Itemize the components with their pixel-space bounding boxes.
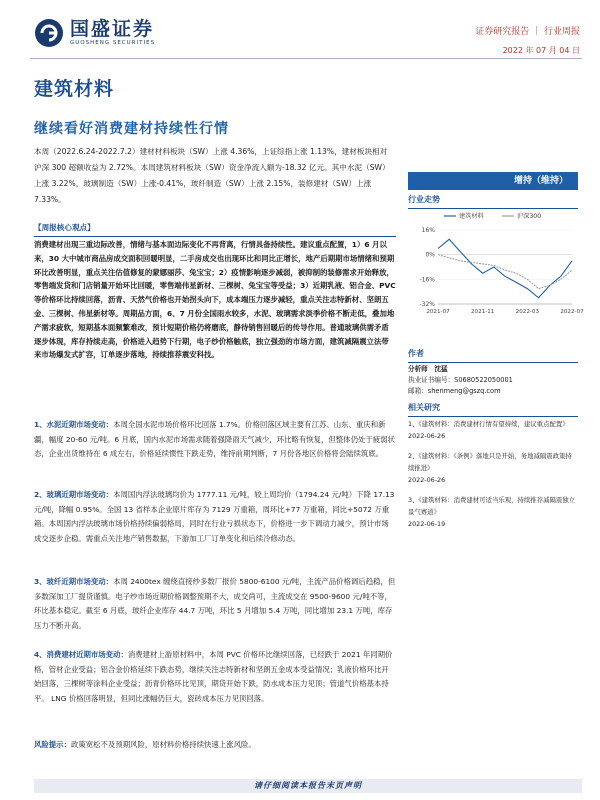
item-glass	[34, 488, 396, 546]
legend-label-1: 沪深300	[517, 213, 542, 220]
item-glass-heading: 2、玻璃近期市场变动：	[34, 490, 114, 499]
risk-warning	[34, 738, 396, 752]
item-consumer-materials-body: 消费建材上游原材料中，本周 PVC 价格环比继续回落，已经跌于 2021 年同期价格，管材企业受益；铝合金价格延续下跌态势，继续关注志特新材和坚朗五金成本受益情况；乳液价格环比开始回落，三棵树等涂料企业受益；沥青价格环比见顶，期货开始下跌，防水成本压力见顶；管道气价格基本持平。 LNG 价格回落明显，但同比涨幅仍巨大，瓷砖成本压力见顶回落。	[34, 650, 393, 703]
item-cement-body: 本周全国水泥市场价格环比回落 1.7%。价格回落区域主要有江苏、山东、重庆和新疆，幅度 20-60 元/吨。6 月底，国内水泥市场需求随着强降雨天气减少，环比略有恢复，但整体仍处于疲弱状态，企业出货维持在 6 成左右，价格延续惯性下跌走势，维持前期判断，7 月份各地区价格将会陆续筑底。	[34, 420, 395, 459]
related-item-date: 2022-06-19	[408, 520, 446, 528]
risk-body: 政策宽松不及预期风险，原材料价格持续快速上涨风险。	[70, 740, 256, 749]
report-category: 证券研究报告 ｜ 行业周报	[475, 27, 580, 37]
y-tick-label: 0%	[425, 251, 435, 259]
author-cert: 执业证书编号：S0680522050001	[408, 376, 513, 384]
author-heading: 作者	[408, 348, 578, 363]
chart-axes	[419, 227, 584, 315]
trend-chart	[408, 208, 584, 318]
y-tick-label: -32%	[419, 301, 435, 308]
lead-paragraph: 本周（2022.6.24-2022.7.2）建材材料板块（SW）上涨 4.36%，上证综指上涨 1.13%，建材板块相对沪深 300 超额收益为 2.72%。本周建筑材料板块（SW）资金净流入额为-18.32 亿元。其中水泥（SW）上涨 3.22%，玻璃制造（SW）上涨-0.41%，玻纤制造（SW）上涨 2.15%，装修建材（SW）上涨 7.33%。	[34, 147, 390, 204]
author-email: 邮箱：shenmeng@gszq.com	[408, 387, 501, 395]
summary-paragraph: 消费建材出现三重边际改善，情绪与基本面边际变化不再背离，行情具备持续性。建议重点配置，1）6 月以来，30 大中城市商品房成交面积回暖明显，二手房成交也出现环比和同比正增长，地产后期期市场情绪和预期环比改善明显，重点关注估值修复的蒙娜丽莎、兔宝宝；2）疫情影响逐步减弱，被抑制的装修需求开始释放，零售端发货和门店销量开始环比回暖，零售端伟星新材、三棵树、兔宝宝等受益；3）近期乳液、铝合金、PVC 等价格环比持续回落，沥青、天然气价格也开始拐头向下，成本端压力逐步减轻，重点关注志特新材、坚朗五金、三棵树、伟星新材等。周期品方面，6、7 月份全国雨水较多，水泥、玻璃需求淡季价格不断走低，叠加地产需求疲软，短期基本面频繁难改，预计短期价格仍将磨底，静待销售回暖后的传导作用。普通玻璃供需矛盾逐步体现，库存持续走高，价格进入趋势下行期，电子纱价格触底，独立强劲的市场方面，建筑减隔震立法带来市场爆发式扩容，订单逐步落地，持续推荐震安科技。	[34, 240, 396, 360]
y-tick-label: 16%	[421, 227, 435, 234]
y-tick-label: -16%	[419, 276, 435, 284]
trend-heading: 行业走势	[408, 194, 578, 209]
header-divider	[30, 58, 582, 59]
item-fiberglass-body: 本周 2400tex 缠绕直接纱多数厂报价 5800-6100 元/吨，主流产品价格调后趋稳，但多数深加工厂提货谨慎。电子纱市场近期价格调整预期不大，成交尚可，主流成交在 9500-9600 元/吨不等，环比基本稳定。截至 6 月底，玻纤企业库存 44.7 万吨，环比 5 月增加 5.4 万吨，同比增加 23.1 万吨，库存压力不断升高。	[34, 577, 396, 630]
company-logo-icon	[34, 18, 64, 48]
summary-heading: 【周报核心观点】	[34, 222, 396, 237]
item-glass-body: 本周国内浮法玻璃均价为 1777.11 元/吨，较上周均价（1794.24 元/吨）下降 17.13 元/吨，降幅 0.95%。全国 13 省样本企业原片库存为 7129 万重箱，周环比+77 万重箱，同比+5072 万重箱。本周国内浮法玻璃市场价格持续偏弱格局，同时在行业亏损状态下，价格进一步下调动力减少，预计市场成交逐步企稳。需重点关注地产销售数据，下游加工厂订单变化和后续冷修动态。	[34, 490, 395, 543]
item-cement	[34, 418, 396, 462]
chart-series	[438, 239, 572, 297]
x-tick-label: 2022-03	[515, 309, 540, 315]
x-tick-label: 2021-11	[470, 309, 495, 315]
logo-cn-text: 国盛证券	[70, 18, 155, 40]
report-date: 2022 年 07 月 04 日	[502, 46, 580, 55]
item-consumer-materials	[34, 648, 396, 706]
chart-legend	[444, 212, 541, 220]
related-item[interactable]	[408, 450, 578, 486]
related-item-title: 3、《建筑材料：消费建材可适当乐观，持续推荐减隔震独立景气赛道》	[408, 496, 576, 516]
related-item-title: 2、《建筑材料：《条例》落地只是开始，务地减隔震政策持续推进》	[408, 452, 572, 472]
related-item-date: 2022-06-26	[408, 432, 446, 440]
author-name: 分析师 沈猛	[408, 365, 448, 373]
related-research-list	[408, 418, 578, 538]
related-item[interactable]	[408, 494, 578, 530]
related-item-date: 2022-06-26	[408, 476, 446, 484]
x-tick-label: 2021-07	[426, 309, 450, 315]
item-fiberglass	[34, 575, 396, 633]
report-title: 继续看好消费建材持续性行情	[34, 121, 229, 137]
legend-label-0: 建筑材料	[459, 213, 484, 220]
related-item[interactable]	[408, 418, 578, 442]
item-consumer-materials-heading: 4、消费建材近期市场变动：	[34, 650, 128, 659]
company-logo	[34, 18, 155, 48]
sector-name: 建筑材料	[34, 78, 115, 100]
related-heading: 相关研究	[408, 402, 578, 417]
logo-en-text: GUOSHENG SECURITIES	[70, 40, 156, 46]
item-fiberglass-heading: 3、玻纤近期市场变动：	[34, 577, 114, 586]
related-item-title: 1、《建筑材料：消费建材行情有望持续，建议重点配置》	[408, 420, 569, 428]
footer-disclaimer: 请仔细阅读本报告末页声明	[34, 779, 582, 793]
item-cement-heading: 1、水泥近期市场变动：	[34, 420, 114, 429]
author-info	[408, 364, 578, 397]
rating-badge: 增持（维持）	[408, 172, 578, 190]
x-tick-label: 2022-07	[560, 309, 584, 315]
risk-heading: 风险提示：	[34, 740, 71, 749]
series-line-0	[438, 239, 572, 297]
